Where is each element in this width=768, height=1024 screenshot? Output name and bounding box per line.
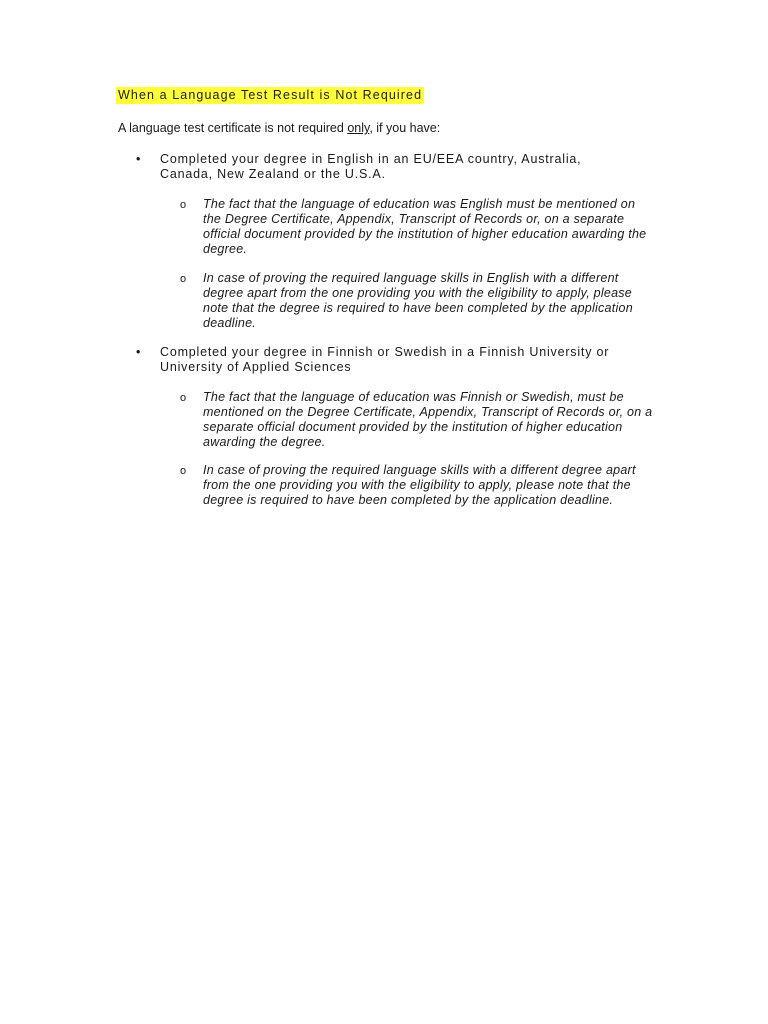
- intro-text-start: A language test certificate is not required: [118, 121, 348, 135]
- bullet-marker: •: [136, 345, 141, 359]
- sub-item-english-mention: The fact that the language of education was English must be mentioned on the Degree Certificate, Appendix, Transcript of Records or, on a separate official document provided by the institution of higher education awarding the degree.: [203, 197, 647, 256]
- sub-item-finnish-deadline: In case of proving the required language skills with a different degree apart from the one providing you with the eligibility to apply, please note that the degree is required to have been completed by the application deadline.: [203, 463, 636, 507]
- sub-bullet-marker: o: [180, 465, 187, 477]
- section-heading: When a Language Test Result is Not Required: [118, 88, 423, 102]
- sub-bullet-marker: o: [180, 199, 187, 211]
- sub-item-english-deadline: In case of proving the required language skills in English with a different degree apart from the one providing you with the eligibility to apply, please note that the degree is required to have been completed by the application deadline.: [203, 271, 633, 330]
- intro-paragraph: [118, 120, 440, 137]
- sub-item-finnish-mention: The fact that the language of education was Finnish or Swedish, must be mentioned on the Degree Certificate, Appendix, Transcript of Records or, on a separate official document provided by the institution of higher education awarding the degree.: [203, 390, 653, 449]
- sub-bullet-marker: o: [180, 273, 187, 285]
- list-item-english-degree: Completed your degree in English in an EU/EEA country, Australia, Canada, New Zealand or the U.S.A.: [160, 152, 582, 181]
- intro-text-end: , if you have:: [369, 121, 441, 135]
- bullet-marker: •: [136, 152, 141, 166]
- intro-underlined-word: only: [347, 121, 370, 135]
- sub-bullet-marker: o: [180, 392, 187, 404]
- list-item-finnish-swedish-degree: Completed your degree in Finnish or Swedish in a Finnish University or University of Applied Sciences: [160, 345, 610, 374]
